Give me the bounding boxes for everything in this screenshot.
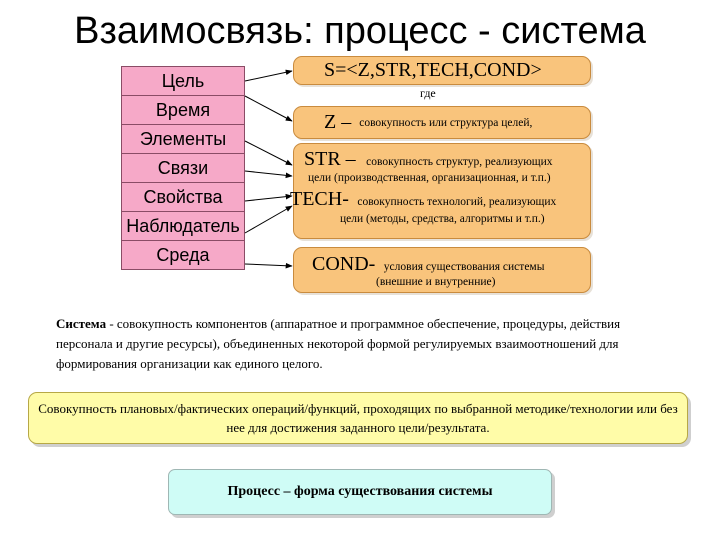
- cond-term: COND-: [312, 253, 376, 275]
- conditions-box: [293, 247, 591, 293]
- attribute-item: Время: [121, 95, 245, 125]
- z-description: совокупность или структура целей,: [359, 116, 533, 129]
- attribute-item: Наблюдатель: [121, 211, 245, 241]
- arrow-properties-to-tech: [245, 196, 292, 201]
- page-title: Взаимосвязь: процесс - система: [74, 10, 646, 52]
- arrow-observer-to-tech: [245, 206, 292, 233]
- z-term: Z –: [324, 111, 352, 133]
- definition-term: Система: [56, 316, 107, 331]
- str-description-2: цели (производственная, организационная, и т.п.): [308, 172, 551, 184]
- structure-technology-box: [290, 143, 591, 239]
- arrow-links-to-str: [245, 171, 292, 176]
- attribute-item: Связи: [121, 153, 245, 183]
- attribute-item: Цель: [121, 66, 245, 96]
- system-formula: S=<Z,STR,TECH,COND>: [324, 59, 542, 81]
- cond-description-2: (внешние и внутренние): [376, 276, 496, 288]
- conclusion-box: Процесс – форма существования системы: [168, 469, 552, 515]
- attribute-item: Элементы: [121, 124, 245, 154]
- arrow-goal-to-s: [245, 71, 292, 81]
- where-label: где: [420, 86, 436, 100]
- attribute-item: Свойства: [121, 182, 245, 212]
- arrow-environment-to-cond: [245, 264, 292, 266]
- tech-description-1: совокупность технологий, реализующих: [357, 196, 557, 208]
- system-definition: [56, 314, 676, 374]
- attribute-item: Среда: [121, 240, 245, 270]
- str-description-1: совокупность структур, реализующих: [366, 156, 553, 168]
- str-term: STR –: [304, 148, 356, 170]
- system-formula-box: [293, 56, 591, 85]
- arrow-elements-to-str: [245, 141, 292, 165]
- cond-description-1: условия существования системы: [383, 261, 545, 273]
- process-definition-box: Совокупность плановых/фактических операций/функций, проходящих по выбранной методике/технологии или без нее для достижения заданного цели/результата.: [28, 392, 688, 444]
- arrow-time-to-z: [245, 96, 292, 121]
- goals-box: [293, 106, 591, 139]
- tech-description-2: цели (методы, средства, алгоритмы и т.п.): [340, 213, 545, 225]
- definition-text: - совокупность компонентов (аппаратное и программное обеспечение, процедуры, действия персонала и другие ресурсы), объединенных некоторой формой регулируемых взаимоотношений для формирования организации как единого целого.: [56, 316, 621, 371]
- tech-term: TECH-: [290, 188, 349, 210]
